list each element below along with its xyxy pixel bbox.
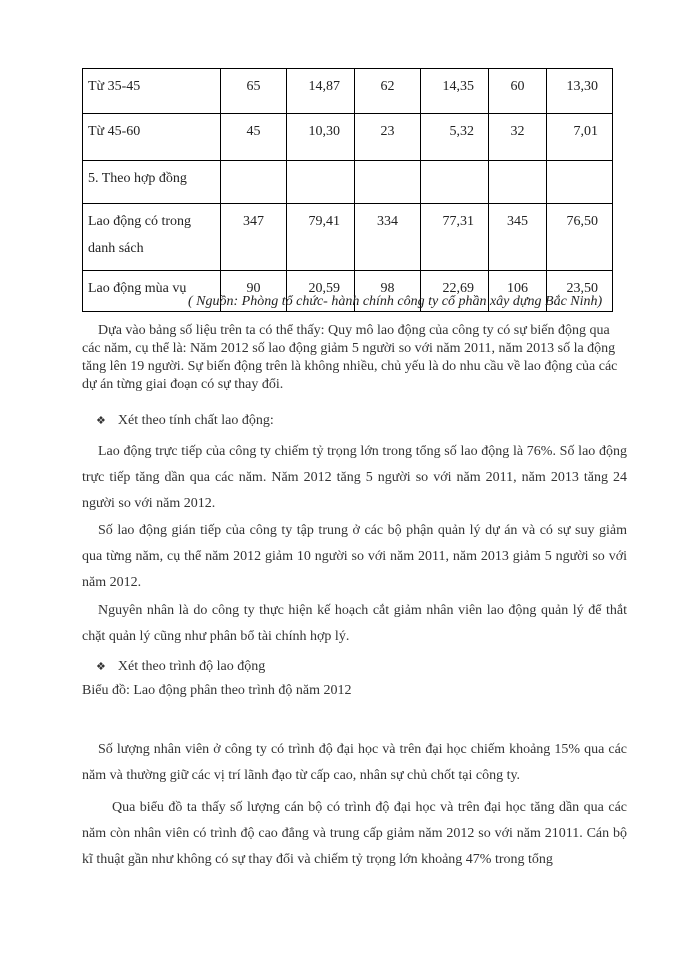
diamond-bullet-icon: ❖ <box>96 661 106 673</box>
paragraph-text: Số lượng nhân viên ở công ty có trình độ đại học và trên đại học chiếm khoảng 15% qua các năm và thường giữ các vị trí lãnh đạo từ cấp cao, nhân sự chủ chốt tại công ty. <box>82 742 627 783</box>
table-cell: 106 <box>489 271 547 312</box>
table-cell: 23 <box>355 114 421 161</box>
chart-caption: Biểu đồ: Lao động phân theo trình độ năm 2012 <box>82 683 352 698</box>
table-cell: 65 <box>221 69 287 114</box>
university-staff-paragraph <box>82 737 627 789</box>
table-cell: 5. Theo hợp đồng <box>83 161 221 204</box>
table-cell: 7,01 <box>547 114 613 161</box>
table-cell <box>221 161 287 204</box>
table-cell: 13,30 <box>547 69 613 114</box>
table-cell: 90 <box>221 271 287 312</box>
table-cell: 22,69 <box>421 271 489 312</box>
table-cell: 20,59 <box>287 271 355 312</box>
direct-labor-paragraph <box>82 439 627 517</box>
table-cell: 45 <box>221 114 287 161</box>
table-cell <box>547 161 613 204</box>
table-row <box>83 204 613 271</box>
table-cell: Từ 35-45 <box>83 69 221 114</box>
indirect-labor-paragraph <box>82 518 627 596</box>
table-row <box>83 161 613 204</box>
table-cell: 5,32 <box>421 114 489 161</box>
paragraph-text: Nguyên nhân là do công ty thực hiện kế hoạch cắt giảm nhân viên lao động quản lý để thắt chặt quản lý cũng như phân bổ tài chính hợp lý. <box>82 603 627 644</box>
table-cell: Từ 45-60 <box>83 114 221 161</box>
table-cell <box>355 161 421 204</box>
bullet-text: Xét theo trình độ lao động <box>117 659 266 674</box>
section-bullet-labor-nature <box>96 413 274 429</box>
table-cell <box>421 161 489 204</box>
paragraph-text: Lao động trực tiếp của công ty chiếm tỷ trọng lớn trong tổng số lao động là 76%. Số lao động trực tiếp tăng dần qua các năm. Năm 2012 tăng 5 người so với năm 2011, năm 2013 tăng 24 người so với năm 2012. <box>82 444 627 511</box>
section-bullet-education <box>96 659 265 675</box>
table-cell: 76,50 <box>547 204 613 271</box>
table-cell: 62 <box>355 69 421 114</box>
table-cell: 32 <box>489 114 547 161</box>
diamond-bullet-icon: ❖ <box>96 415 106 427</box>
table-row <box>83 69 613 114</box>
table-cell: 23,50 <box>547 271 613 312</box>
table-cell <box>287 161 355 204</box>
table-row <box>83 114 613 161</box>
table-cell: 79,41 <box>287 204 355 271</box>
table-cell: 14,35 <box>421 69 489 114</box>
paragraph-text: Dựa vào bảng số liệu trên ta có thể thấy: Quy mô lao động của công ty có sự biến động qua các năm, cụ thể là: Năm 2012 số lao động giảm 5 người so với năm 2011, năm 2013 số la động tăng lên 19 người. Sự biến động trên là không nhiều, chủ yếu là do nhu cầu về lao động của các dự án từng giai đoạn có sự thay đổi. <box>82 323 618 392</box>
table-cell: 345 <box>489 204 547 271</box>
table-cell <box>489 161 547 204</box>
analysis-paragraph <box>82 322 622 394</box>
table-cell: Lao động mùa vụ <box>83 271 221 312</box>
table-cell: 77,31 <box>421 204 489 271</box>
chart-analysis-paragraph <box>82 795 627 873</box>
table-cell: 60 <box>489 69 547 114</box>
table-cell: 334 <box>355 204 421 271</box>
table-cell: Lao động có trong danh sách <box>83 204 221 271</box>
table-source-note: ( Nguồn: Phòng tổ chức- hành chính công ty cổ phần xây dựng Bắc Ninh) <box>188 294 603 309</box>
table-cell: 14,87 <box>287 69 355 114</box>
paragraph-text: Qua biểu đồ ta thấy số lượng cán bộ có trình độ đại học và trên đại học tăng dần qua các năm còn nhân viên có trình độ cao đẳng và trung cấp giảm năm 2012 so với năm 21011. Cán bộ kĩ thuật gần như không có sự thay đổi và chiếm tỷ trọng lớn khoảng 47% trong tổng <box>82 800 627 867</box>
table-cell: 10,30 <box>287 114 355 161</box>
bullet-text: Xét theo tính chất lao động: <box>117 413 274 428</box>
paragraph-text: Số lao động gián tiếp của công ty tập trung ở các bộ phận quản lý dự án và có sự suy giảm qua từng năm, cụ thể năm 2012 giảm 10 người so với năm 2011, năm 2013 giảm 5 người so với năm 2012. <box>82 523 627 590</box>
table-cell: 98 <box>355 271 421 312</box>
table-cell: 347 <box>221 204 287 271</box>
labor-table <box>82 68 613 312</box>
reason-paragraph <box>82 598 627 650</box>
